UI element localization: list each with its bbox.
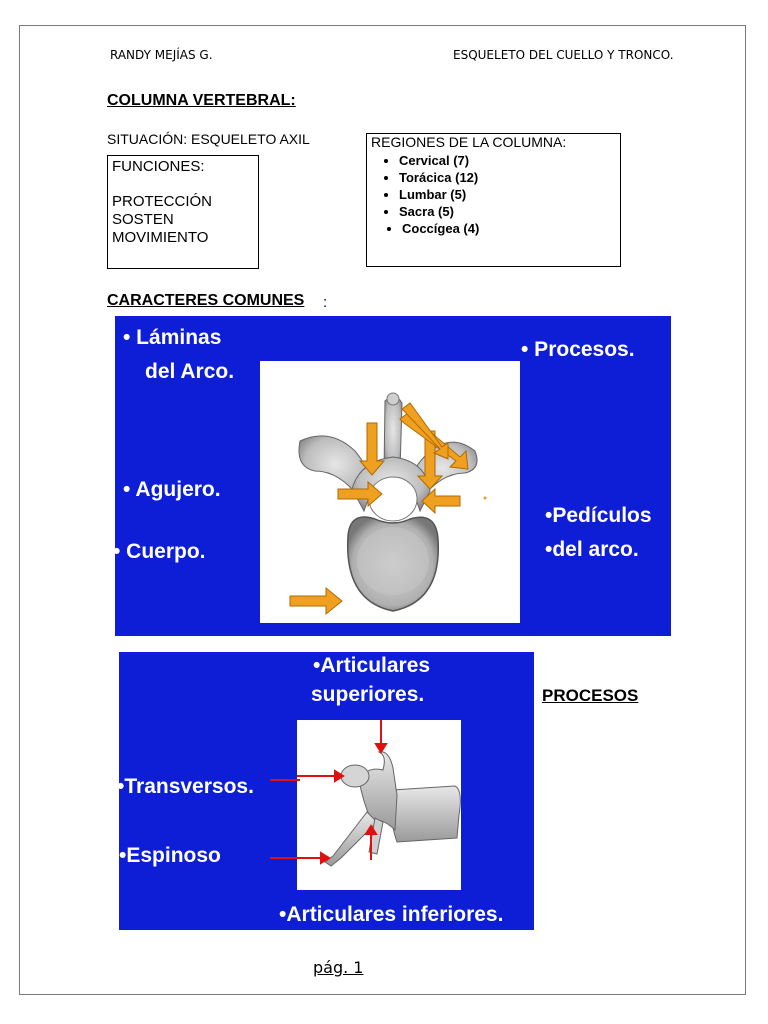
- common-title: [107, 292, 304, 310]
- header-subject: ESQUELETO DEL CUELLO Y TRONCO.: [453, 48, 674, 62]
- region-item: • Coccígea (4): [402, 220, 616, 237]
- label-pediculos: •Pedículos: [545, 504, 652, 527]
- functions-gap: [112, 176, 254, 193]
- label-transversos: •Transversos.: [117, 775, 254, 798]
- situation-text: SITUACIÓN: ESQUELETO AXIL: [107, 131, 310, 147]
- label-articulares-superiores-2: superiores.: [311, 683, 425, 706]
- slide-caracteres-comunes: [115, 316, 671, 636]
- common-title-text: CARACTERES COMUNES: [107, 292, 305, 309]
- regions-list: [371, 152, 616, 237]
- pointer-lines: [270, 758, 300, 868]
- functions-box: [107, 155, 259, 269]
- common-title-colon: :: [323, 294, 328, 311]
- vertebra-side-illustration: [297, 720, 461, 890]
- vertebra-top-view-image: [260, 361, 520, 623]
- label-laminas: • Láminas: [123, 326, 222, 349]
- region-item: • Sacra (5): [399, 203, 616, 220]
- label-pediculos-2: •del arco.: [545, 538, 639, 561]
- section-title: COLUMNA VERTEBRAL:: [107, 92, 296, 109]
- label-laminas-2: del Arco.: [145, 360, 235, 383]
- header-author: RANDY MEJÍAS G.: [110, 48, 213, 62]
- region-item: • Lumbar (5): [399, 186, 616, 203]
- label-articulares-inferiores: •Articulares inferiores.: [279, 903, 504, 926]
- label-procesos: • Procesos.: [521, 338, 635, 361]
- function-item: PROTECCIÓN: [112, 193, 213, 210]
- label-cuerpo: • Cuerpo.: [113, 540, 206, 563]
- procesos-title: PROCESOS: [542, 686, 639, 705]
- region-item: • Torácica (12): [399, 169, 616, 186]
- slide-procesos: [119, 652, 534, 930]
- label-articulares-superiores: •Articulares: [313, 654, 431, 677]
- label-espinoso: •Espinoso: [119, 844, 221, 867]
- label-agujero: • Agujero.: [123, 478, 221, 501]
- regions-heading: REGIONES DE LA COLUMNA:: [371, 134, 567, 150]
- function-item: SOSTEN: [112, 211, 174, 228]
- regions-box: [366, 133, 621, 267]
- region-item: • Cervical (7): [399, 152, 616, 169]
- function-item: MOVIMIENTO: [112, 229, 209, 246]
- vertebra-side-view-image: [297, 720, 461, 890]
- functions-heading: FUNCIONES:: [112, 158, 205, 175]
- page-number: pág. 1: [313, 958, 364, 977]
- vertebra-top-illustration: [260, 361, 520, 623]
